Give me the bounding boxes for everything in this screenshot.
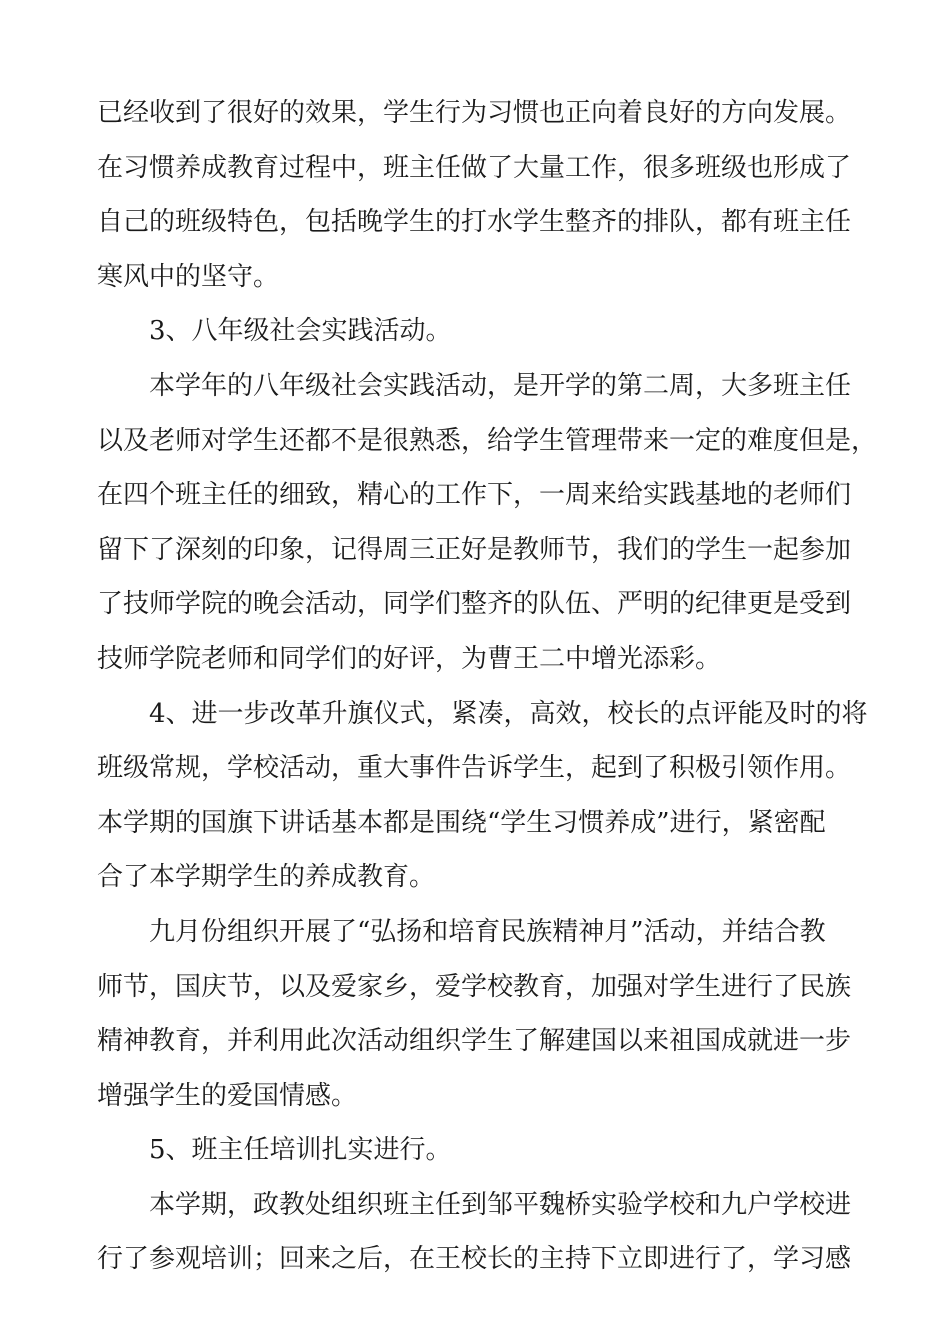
text-line: 在习惯养成教育过程中，班主任做了大量工作，很多班级也形成了 — [97, 152, 852, 183]
text-line: 本学期，政教处组织班主任到邹平魏桥实验学校和九户学校进 — [149, 1189, 852, 1220]
text-line: 本学年的八年级社会实践活动，是开学的第二周，大多班主任 — [149, 370, 852, 401]
text-line: 在四个班主任的细致，精心的工作下，一周来给实践基地的老师们 — [97, 480, 852, 511]
section-heading-4: 4、进一步改革升旗仪式，紧凑，高效，校长的点评能及时的将 — [149, 698, 868, 729]
text-line: 行了参观培训；回来之后，在王校长的主持下立即进行了，学习感 — [97, 1244, 852, 1275]
section-heading-3: 3、八年级社会实践活动。 — [149, 316, 452, 347]
text-line: 技师学院老师和同学们的好评，为曹王二中增光添彩。 — [97, 643, 722, 674]
text-line: 留下了深刻的印象，记得周三正好是教师节，我们的学生一起参加 — [97, 534, 852, 565]
text-line: 精神教育，并利用此次活动组织学生了解建国以来祖国成就进一步 — [97, 1026, 852, 1057]
text-line: 自己的班级特色，包括晚学生的打水学生整齐的排队，都有班主任 — [97, 207, 852, 238]
section-heading-5: 5、班主任培训扎实进行。 — [149, 1135, 452, 1166]
text-line: 师节，国庆节，以及爱家乡，爱学校教育，加强对学生进行了民族 — [97, 971, 852, 1002]
text-line: 本学期的国旗下讲话基本都是围绕“学生习惯养成”进行，紧密配 — [97, 807, 826, 838]
body-text — [97, 86, 878, 1287]
text-line: 增强学生的爱国情感。 — [97, 1080, 358, 1111]
text-line: 九月份组织开展了“弘扬和培育民族精神月”活动，并结合教 — [149, 916, 826, 947]
text-line: 合了本学期学生的养成教育。 — [97, 862, 436, 893]
text-line: 班级常规，学校活动，重大事件告诉学生，起到了积极引领作用。 — [97, 753, 852, 784]
text-line: 了技师学院的晚会活动，同学们整齐的队伍、严明的纪律更是受到 — [97, 589, 852, 620]
text-line: 寒风中的坚守。 — [97, 261, 280, 292]
text-line: 以及老师对学生还都不是很熟悉，给学生管理带来一定的难度但是， — [97, 425, 878, 456]
text-line: 已经收到了很好的效果，学生行为习惯也正向着良好的方向发展。 — [97, 98, 852, 128]
